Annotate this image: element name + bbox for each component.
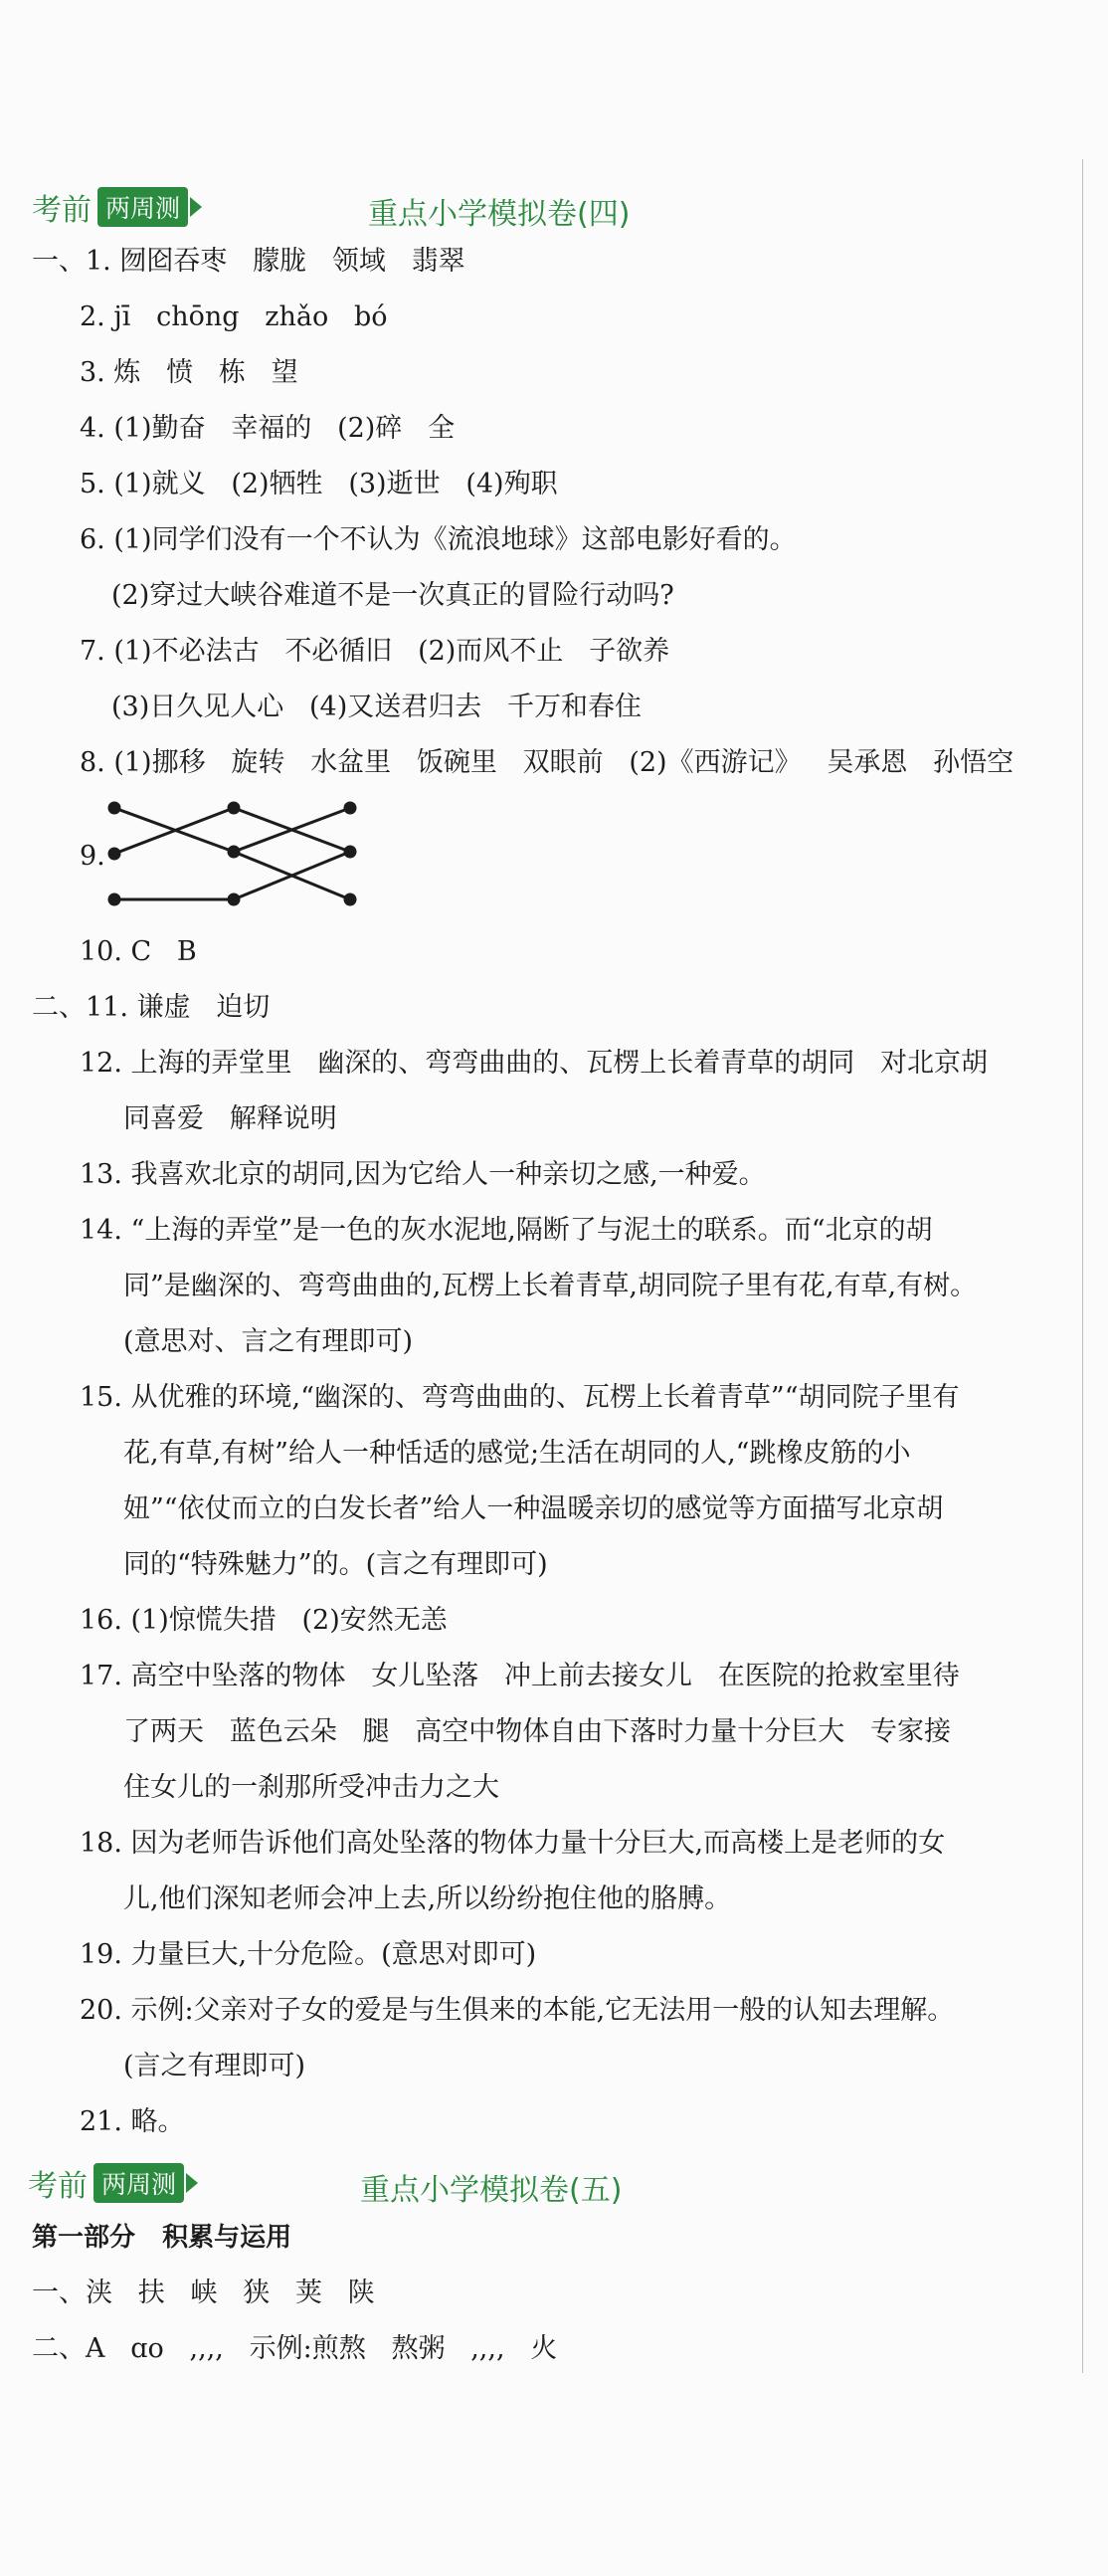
answer-line: 3. 炼 愤 栋 望 bbox=[80, 357, 298, 388]
answer-line: 20. 示例:父亲对子女的爱是与生俱来的本能,它无法用一般的认知去理解。 bbox=[80, 1995, 955, 2026]
answer-line: (2)穿过大峡谷难道不是一次真正的冒险行动吗? bbox=[111, 580, 674, 611]
answer-line: 花,有草,有树”给人一种恬适的感觉;生活在胡同的人,“跳橡皮筋的小 bbox=[123, 1438, 911, 1469]
answer-line: 13. 我喜欢北京的胡同,因为它给人一种亲切之感,一种爱。 bbox=[80, 1159, 766, 1190]
kaoqian-label: 考前 bbox=[28, 2169, 88, 2204]
answer-line: 12. 上海的弄堂里 幽深的、弯弯曲曲的、瓦楞上长着青草的胡同 对北京胡 bbox=[80, 1048, 989, 1079]
answer-line: (言之有理即可) bbox=[123, 2051, 306, 2081]
exam-header-badge bbox=[28, 2161, 198, 2205]
answer-line: 5. (1)就义 (2)牺牲 (3)逝世 (4)殉职 bbox=[80, 469, 558, 499]
answer-line: 19. 力量巨大,十分危险。(意思对即可) bbox=[80, 1939, 537, 1970]
answer-line: 二、A ɑo ,,,, 示例:煎熬 熬粥 ,,,, 火 bbox=[32, 2333, 558, 2364]
answer-line: 8. (1)挪移 旋转 水盆里 饭碗里 双眼前 (2)《西游记》 吴承恩 孙悟空 bbox=[80, 747, 1015, 778]
tag-arrow-icon bbox=[186, 2173, 198, 2193]
two-week-tag: 两周测 bbox=[93, 2163, 184, 2203]
answer-line: 一、浃 扶 峡 狭 荚 陕 bbox=[32, 2278, 375, 2308]
answer-line: 15. 从优雅的环境,“幽深的、弯弯曲曲的、瓦楞上长着青草”“胡同院子里有 bbox=[80, 1382, 960, 1413]
answer-line: 二、11. 谦虚 迫切 bbox=[32, 992, 271, 1023]
answer-line: 同的“特殊魅力”的。(言之有理即可) bbox=[123, 1549, 548, 1580]
answer-line: 7. (1)不必法古 不必循旧 (2)而风不止 子欲养 bbox=[80, 636, 670, 667]
answer-line: 一、1. 囫囵吞枣 朦胧 领域 翡翠 bbox=[32, 246, 465, 277]
answer-line: 16. (1)惊慌失措 (2)安然无恙 bbox=[80, 1605, 448, 1636]
two-week-tag: 两周测 bbox=[97, 187, 188, 227]
answer-line: 住女儿的一刹那所受冲击力之大 bbox=[123, 1772, 499, 1803]
answer-line: 10. C B bbox=[80, 936, 197, 967]
answer-line: 同”是幽深的、弯弯曲曲的,瓦楞上长着青草,胡同院子里有花,有草,有树。 bbox=[123, 1271, 978, 1301]
answer-line: (意思对、言之有理即可) bbox=[123, 1326, 414, 1357]
kaoqian-label: 考前 bbox=[32, 193, 92, 228]
section-title-5: 重点小学模拟卷(五) bbox=[360, 2173, 623, 2208]
answer-line: 21. 略。 bbox=[80, 2106, 185, 2137]
answer-line: 儿,他们深知老师会冲上去,所以纷纷抱住他的胳膊。 bbox=[123, 1883, 732, 1914]
answer-line: 2. jī chōng zhǎo bó bbox=[80, 301, 388, 332]
answer-line: 6. (1)同学们没有一个不认为《流浪地球》这部电影好看的。 bbox=[80, 524, 797, 555]
answer-line: 9. bbox=[80, 841, 105, 872]
answer-line: 14. “上海的弄堂”是一色的灰水泥地,隔断了与泥土的联系。而“北京的胡 bbox=[80, 1215, 933, 1246]
answer-line: 同喜爱 解释说明 bbox=[123, 1103, 337, 1134]
answer-line: 18. 因为老师告诉他们高处坠落的物体力量十分巨大,而高楼上是老师的女 bbox=[80, 1828, 946, 1859]
answer-line: 妞”“依仗而立的白发长者”给人一种温暖亲切的感觉等方面描写北京胡 bbox=[123, 1493, 944, 1524]
answer-line: (3)日久见人心 (4)又送君归去 千万和春住 bbox=[111, 692, 642, 722]
answer-line: 17. 高空中坠落的物体 女儿坠落 冲上前去接女儿 在医院的抢救室里待 bbox=[80, 1661, 960, 1691]
answer-line: 4. (1)勤奋 幸福的 (2)碎 全 bbox=[80, 413, 456, 444]
part-heading: 第一部分 积累与运用 bbox=[32, 2223, 292, 2253]
answer-line: 了两天 蓝色云朵 腿 高空中物体自由下落时力量十分巨大 专家接 bbox=[123, 1716, 951, 1747]
section-title-4: 重点小学模拟卷(四) bbox=[368, 197, 631, 232]
